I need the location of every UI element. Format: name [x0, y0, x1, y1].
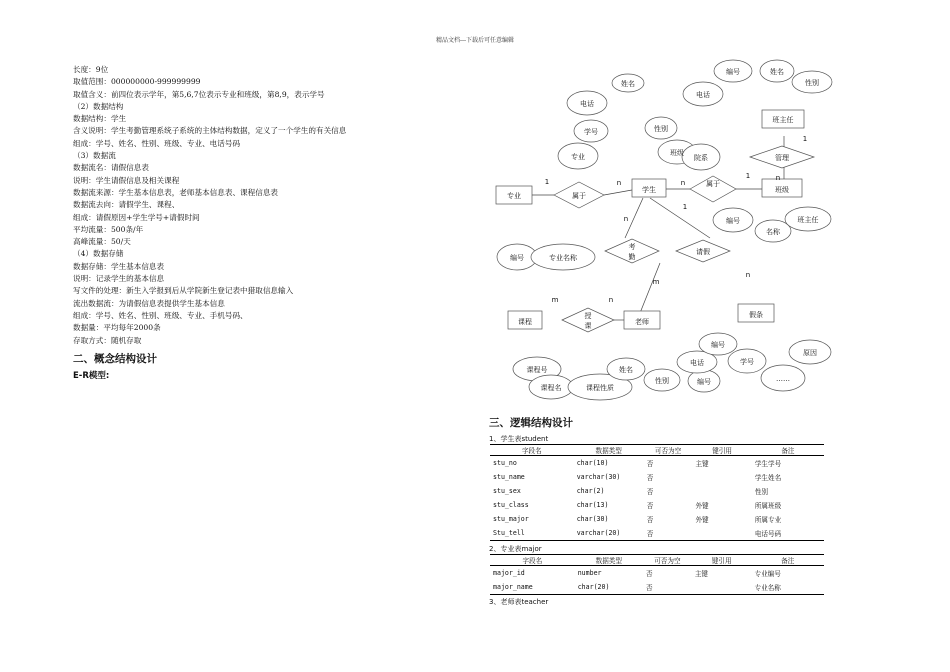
- column-header: 键引用: [711, 557, 732, 565]
- table-cell: 电话号码: [754, 530, 782, 538]
- er-relation-request: 请假: [696, 248, 710, 256]
- table-row: [490, 470, 824, 484]
- column-header: 备注: [781, 447, 795, 455]
- er-relation-attend1: 考: [628, 243, 636, 251]
- table-cell: [692, 470, 751, 484]
- table-title: 2、专业表major: [489, 545, 542, 553]
- column-header: 备注: [781, 557, 795, 565]
- column-header: 可否为空: [654, 447, 682, 455]
- er-attribute-major_a: 专业: [571, 153, 585, 161]
- table-row: [490, 566, 824, 581]
- er-attribute-h_phone: 电话: [696, 91, 710, 99]
- er-card-c6: n: [775, 174, 781, 182]
- section3-title: 三、逻辑结构设计: [489, 417, 573, 429]
- table-cell: 否: [646, 474, 654, 482]
- er-card-c5: 1: [745, 172, 751, 180]
- table-cell: [692, 580, 752, 595]
- table-cell: stu_name: [493, 473, 525, 481]
- table-cell: 主键: [694, 570, 709, 578]
- er-attribute-l_no: 编号: [711, 341, 725, 349]
- er-attribute-l_more: ……: [776, 375, 790, 383]
- table-cell: char(2): [576, 487, 605, 495]
- text-line: 取值含义：前四位表示学年，第5,6,7位表示专业和班级，第8,9，表示学号: [73, 89, 325, 99]
- text-line: 存取方式：随机存取: [73, 335, 142, 345]
- table-cell: char(20): [577, 583, 610, 591]
- er-card-c1: 1: [544, 178, 550, 186]
- er-relation-belong2: 属于: [706, 180, 720, 188]
- column-header: 数据类型: [595, 557, 622, 565]
- table-cell: 外键: [695, 502, 709, 510]
- er-relation-manage: 管理: [775, 154, 789, 162]
- text-line: 说明：学生请假信息及相关课程: [73, 175, 180, 185]
- table-cell: 学生姓名: [754, 474, 782, 482]
- er-diagram: [490, 58, 840, 408]
- er-attribute-phone_s: 电话: [580, 100, 594, 108]
- table-row: [490, 512, 824, 526]
- table-title: 3、老师表teacher: [489, 598, 549, 606]
- text-line: 高峰流量：50/天: [73, 237, 131, 247]
- table-cell: 性别: [754, 488, 768, 496]
- table-cell: 专业编号: [754, 570, 781, 578]
- text-line: （3）数据流: [73, 151, 116, 161]
- text-line: 数据存储：学生基本信息表: [73, 261, 165, 271]
- column-header: 字段名: [522, 557, 543, 565]
- text-line: 平均流量：500条/年: [73, 224, 144, 234]
- field-table: [490, 554, 824, 595]
- er-relation-attend2: 勤: [628, 253, 636, 261]
- er-entitie-head: 班主任: [772, 116, 794, 124]
- table-cell: 否: [646, 460, 654, 468]
- text-line: 说明：记录学生的基本信息: [73, 274, 165, 284]
- table-cell: 否: [646, 488, 654, 496]
- table-cell: stu_sex: [493, 487, 521, 495]
- er-card-c10: m: [551, 296, 559, 304]
- er-entitie-course: 课程: [518, 318, 532, 326]
- table-cell: char(30): [576, 515, 609, 523]
- table-cell: char(13): [576, 501, 609, 509]
- table-cell: [692, 526, 751, 541]
- table-cell: major_name: [493, 583, 533, 591]
- er-relation-teach1: 授: [584, 312, 592, 320]
- er-card-c2: n: [616, 179, 622, 187]
- er-entitie-major: 专业: [507, 192, 521, 200]
- text-line: 含义说明：学生考勤管理系统子系统的主体结构数据，定义了一个学生的有关信息: [73, 126, 347, 136]
- er-entitie-leave: 假条: [749, 311, 763, 319]
- table-cell: major_id: [493, 569, 525, 577]
- page-header: 精品文档---下载后可任意编辑: [435, 37, 515, 44]
- table-row: [490, 498, 824, 512]
- er-entitie-class: 班级: [775, 186, 789, 194]
- text-line: 写文件的处理：新生入学报到后从学院新生登记表中猎取信息输入: [73, 286, 294, 296]
- er-entitie-student: 学生: [642, 186, 656, 194]
- table-title: 1、学生表student: [489, 435, 549, 443]
- table-cell: stu_no: [493, 459, 517, 467]
- er-attribute-l_sid: 学号: [740, 358, 754, 366]
- er-card-c8: n: [623, 215, 629, 223]
- field-table: [490, 444, 824, 541]
- text-line: 组成：请假原因+学生学号+请假时间: [73, 212, 200, 222]
- er-attribute-class_a: 班级: [670, 149, 684, 157]
- table-cell: varchar(30): [576, 473, 621, 481]
- er-attribute-co_no: 课程号: [526, 366, 548, 374]
- table-row: [490, 484, 824, 498]
- text-line: （4）数据存储: [73, 249, 124, 259]
- text-line: 数据流名：请假信息表: [73, 163, 149, 173]
- er-card-c11: n: [608, 296, 614, 304]
- er-attribute-h_no: 编号: [726, 68, 740, 76]
- table-cell: Stu_tell: [493, 529, 525, 537]
- er-attribute-co_type: 课程性质: [586, 384, 614, 392]
- text-line: 长度：9位: [73, 65, 109, 74]
- er-card-c3: n: [680, 179, 686, 187]
- table-cell: 专业名称: [754, 584, 781, 592]
- text-line: 取值范围：000000000-999999999: [73, 77, 201, 87]
- table-row: [490, 526, 824, 541]
- table-cell: 否: [645, 570, 653, 578]
- er-attribute-c_no: 编号: [726, 217, 740, 225]
- er-attribute-l_reason: 原因: [803, 349, 817, 357]
- table-cell: char(10): [576, 459, 609, 467]
- er-attribute-t_gender: 性别: [655, 377, 669, 385]
- table-cell: 主键: [695, 460, 709, 468]
- er-card-c9: m: [652, 278, 660, 286]
- table-cell: 所属班级: [754, 502, 782, 510]
- er-attribute-c_name: 名称: [766, 228, 780, 236]
- column-header: 数据类型: [595, 447, 622, 455]
- er-attribute-dept: 院系: [694, 154, 708, 162]
- table-cell: 否: [646, 502, 654, 510]
- text-line: （2）数据结构: [73, 101, 124, 111]
- table-row: [490, 456, 824, 471]
- table-cell: 外键: [695, 516, 709, 524]
- er-attribute-name_s: 姓名: [621, 80, 635, 88]
- er-card-c7: 1: [802, 135, 808, 143]
- er-attribute-t_no: 编号: [697, 378, 711, 386]
- column-header: 可否为空: [654, 557, 681, 565]
- table-cell: stu_major: [493, 515, 529, 523]
- column-header: 字段名: [521, 447, 542, 455]
- left-column: [73, 64, 453, 383]
- er-card-c4: 1: [682, 203, 688, 211]
- text-line: 数据流来源：学生基本信息表，老师基本信息表、课程信息表: [73, 187, 279, 197]
- table-row: [490, 580, 824, 595]
- er-attribute-h_gender: 性别: [805, 79, 819, 87]
- er-attribute-t_name: 姓名: [619, 366, 633, 374]
- er-card-c12: n: [745, 271, 751, 279]
- er-attribute-t_phone: 电话: [690, 359, 704, 367]
- er-entitie-teacher: 老师: [635, 318, 649, 326]
- table-cell: 学生学号: [754, 460, 782, 468]
- data-dictionary-text: [73, 64, 453, 347]
- er-model-label: E-R模型:: [73, 370, 110, 381]
- er-relation-teach2: 课: [584, 322, 592, 330]
- table-cell: 否: [646, 516, 654, 524]
- table-cell: 否: [646, 530, 654, 538]
- er-attribute-m_name: 专业名称: [549, 254, 577, 262]
- er-attribute-c_head: 班主任: [797, 216, 819, 224]
- er-relation-belong1: 属于: [572, 192, 586, 200]
- text-line: 流出数据流：为请假信息表提供学生基本信息: [73, 298, 225, 308]
- table-cell: number: [577, 569, 602, 577]
- section2-title: 二、概念结构设计: [73, 352, 157, 365]
- er-attribute-gender_s: 性别: [654, 125, 668, 133]
- text-line: 组成：学号、姓名、性别、班级、专业、手机号码、: [73, 310, 248, 320]
- table-cell: stu_class: [493, 501, 529, 509]
- text-line: 数据量：平均每年2000条: [73, 323, 161, 333]
- table-cell: varchar(20): [576, 529, 621, 537]
- text-line: 数据结构：学生: [73, 114, 127, 124]
- table-cell: [692, 484, 751, 498]
- table-cell: 否: [645, 584, 653, 592]
- er-attribute-h_name: 姓名: [770, 68, 784, 76]
- column-header: 键引用: [712, 447, 733, 455]
- table-cell: 所属专业: [754, 516, 782, 524]
- text-line: 组成：学号、姓名、性别、班级、专业、电话号码: [73, 138, 241, 148]
- er-attribute-sid: 学号: [584, 128, 598, 136]
- text-line: 数据流去向：请假学生、课程、: [73, 200, 180, 210]
- er-attribute-co_name: 课程名: [540, 384, 562, 392]
- er-attribute-m_no: 编号: [510, 254, 524, 262]
